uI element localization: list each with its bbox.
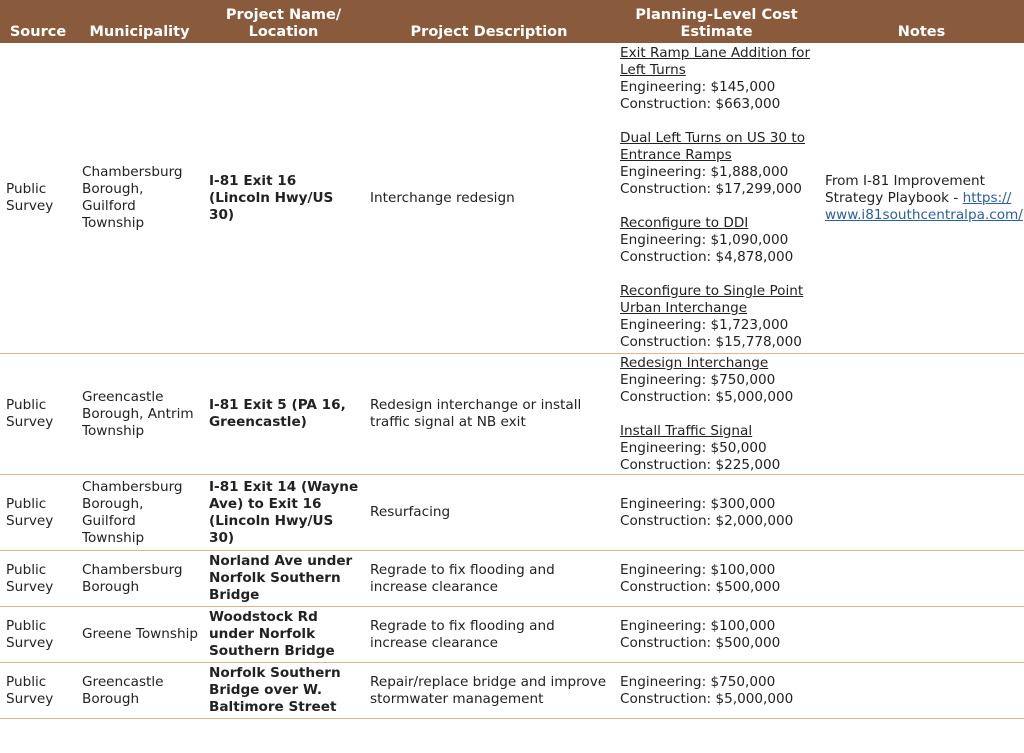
cell-notes	[819, 354, 1024, 475]
table-row	[0, 475, 1024, 551]
header-project: Project Name/ Location	[203, 0, 364, 43]
cell-cost	[614, 663, 819, 719]
cell-cost	[614, 43, 819, 354]
cell-project: I-81 Exit 5 (PA 16, Greencastle)	[203, 354, 364, 475]
cell-cost	[614, 607, 819, 663]
cost-option-title: Reconfigure to Single Point Urban Interchange	[620, 283, 804, 316]
cost-option-title: Exit Ramp Lane Addition for Left Turns	[620, 45, 811, 78]
table-row	[0, 354, 1024, 475]
cell-notes	[819, 475, 1024, 551]
cell-notes	[819, 43, 1024, 354]
cost-engineering: Engineering: $1,723,000	[620, 317, 789, 333]
cell-project: I-81 Exit 14 (Wayne Ave) to Exit 16 (Lincoln Hwy/US 30)	[203, 475, 364, 551]
cost-option	[620, 45, 815, 113]
header-description: Project Description	[364, 0, 614, 43]
cost-option-title: Reconfigure to DDI	[620, 215, 749, 231]
cost-construction: Construction: $5,000,000	[620, 690, 794, 707]
cell-notes	[819, 551, 1024, 607]
header-source: Source	[0, 0, 76, 43]
notes-text: From I-81 Improvement Strategy Playbook -	[825, 172, 985, 206]
cost-option	[620, 423, 815, 474]
cell-notes	[819, 663, 1024, 719]
table-row	[0, 607, 1024, 663]
cost-engineering: Engineering: $145,000	[620, 79, 776, 95]
cell-source: Public Survey	[0, 607, 76, 663]
cost-construction: Construction: $663,000	[620, 96, 781, 112]
cost-option	[620, 130, 815, 198]
cost-engineering: Engineering: $750,000	[620, 673, 776, 690]
header-notes: Notes	[819, 0, 1024, 43]
cell-municipality: Chambersburg Borough, Guilford Township	[76, 43, 203, 354]
cost-engineering: Engineering: $50,000	[620, 439, 767, 456]
cost-option	[620, 215, 815, 266]
table-row	[0, 551, 1024, 607]
cell-cost	[614, 354, 819, 475]
cell-description: Interchange redesign	[364, 43, 614, 354]
cell-notes	[819, 607, 1024, 663]
cost-option	[620, 283, 815, 351]
cell-description: Regrade to fix flooding and increase clearance	[364, 551, 614, 607]
cell-source: Public Survey	[0, 354, 76, 475]
cost-construction: Construction: $5,000,000	[620, 388, 794, 405]
table-row	[0, 663, 1024, 719]
playbook-link[interactable]: https:// www.i81southcentralpa.com/	[825, 189, 1023, 223]
cost-construction: Construction: $15,778,000	[620, 334, 802, 350]
cell-description: Repair/replace bridge and improve stormwater management	[364, 663, 614, 719]
cell-source: Public Survey	[0, 43, 76, 354]
header-municipality: Municipality	[76, 0, 203, 43]
cost-engineering: Engineering: $300,000	[620, 495, 776, 512]
cost-engineering: Engineering: $750,000	[620, 371, 776, 388]
cost-option-title: Redesign Interchange	[620, 354, 769, 371]
cell-source: Public Survey	[0, 663, 76, 719]
cell-municipality: Greencastle Borough	[76, 663, 203, 719]
cell-description: Redesign interchange or install traffic signal at NB exit	[364, 354, 614, 475]
cell-project: Woodstock Rd under Norfolk Southern Bridge	[203, 607, 364, 663]
cell-project: Norfolk Southern Bridge over W. Baltimore Street	[203, 663, 364, 719]
cost-engineering: Engineering: $1,888,000	[620, 164, 789, 180]
cell-project: Norland Ave under Norfolk Southern Bridge	[203, 551, 364, 607]
cell-description: Regrade to fix flooding and increase clearance	[364, 607, 614, 663]
cell-source: Public Survey	[0, 551, 76, 607]
cost-construction: Construction: $500,000	[620, 578, 781, 595]
cost-engineering: Engineering: $100,000	[620, 561, 776, 578]
cost-construction: Construction: $17,299,000	[620, 181, 802, 197]
cell-source: Public Survey	[0, 475, 76, 551]
table-row	[0, 43, 1024, 354]
cost-engineering: Engineering: $100,000	[620, 617, 776, 634]
header-row	[0, 0, 1024, 43]
cost-option-title: Dual Left Turns on US 30 to Entrance Ramps	[620, 130, 806, 163]
cell-description: Resurfacing	[364, 475, 614, 551]
cost-construction: Construction: $500,000	[620, 634, 781, 651]
cell-project: I-81 Exit 16 (Lincoln Hwy/US 30)	[203, 43, 364, 354]
cell-municipality: Chambersburg Borough, Guilford Township	[76, 475, 203, 551]
cell-municipality: Greencastle Borough, Antrim Township	[76, 354, 203, 475]
header-cost: Planning-Level Cost Estimate	[614, 0, 819, 43]
cost-engineering: Engineering: $1,090,000	[620, 232, 789, 248]
cost-construction: Construction: $225,000	[620, 456, 781, 473]
cell-municipality: Greene Township	[76, 607, 203, 663]
cell-municipality: Chambersburg Borough	[76, 551, 203, 607]
cost-option	[620, 355, 815, 406]
cell-cost	[614, 475, 819, 551]
cost-option-title: Install Traffic Signal	[620, 422, 753, 439]
cell-cost	[614, 551, 819, 607]
cost-construction: Construction: $4,878,000	[620, 249, 794, 265]
cost-construction: Construction: $2,000,000	[620, 512, 794, 529]
